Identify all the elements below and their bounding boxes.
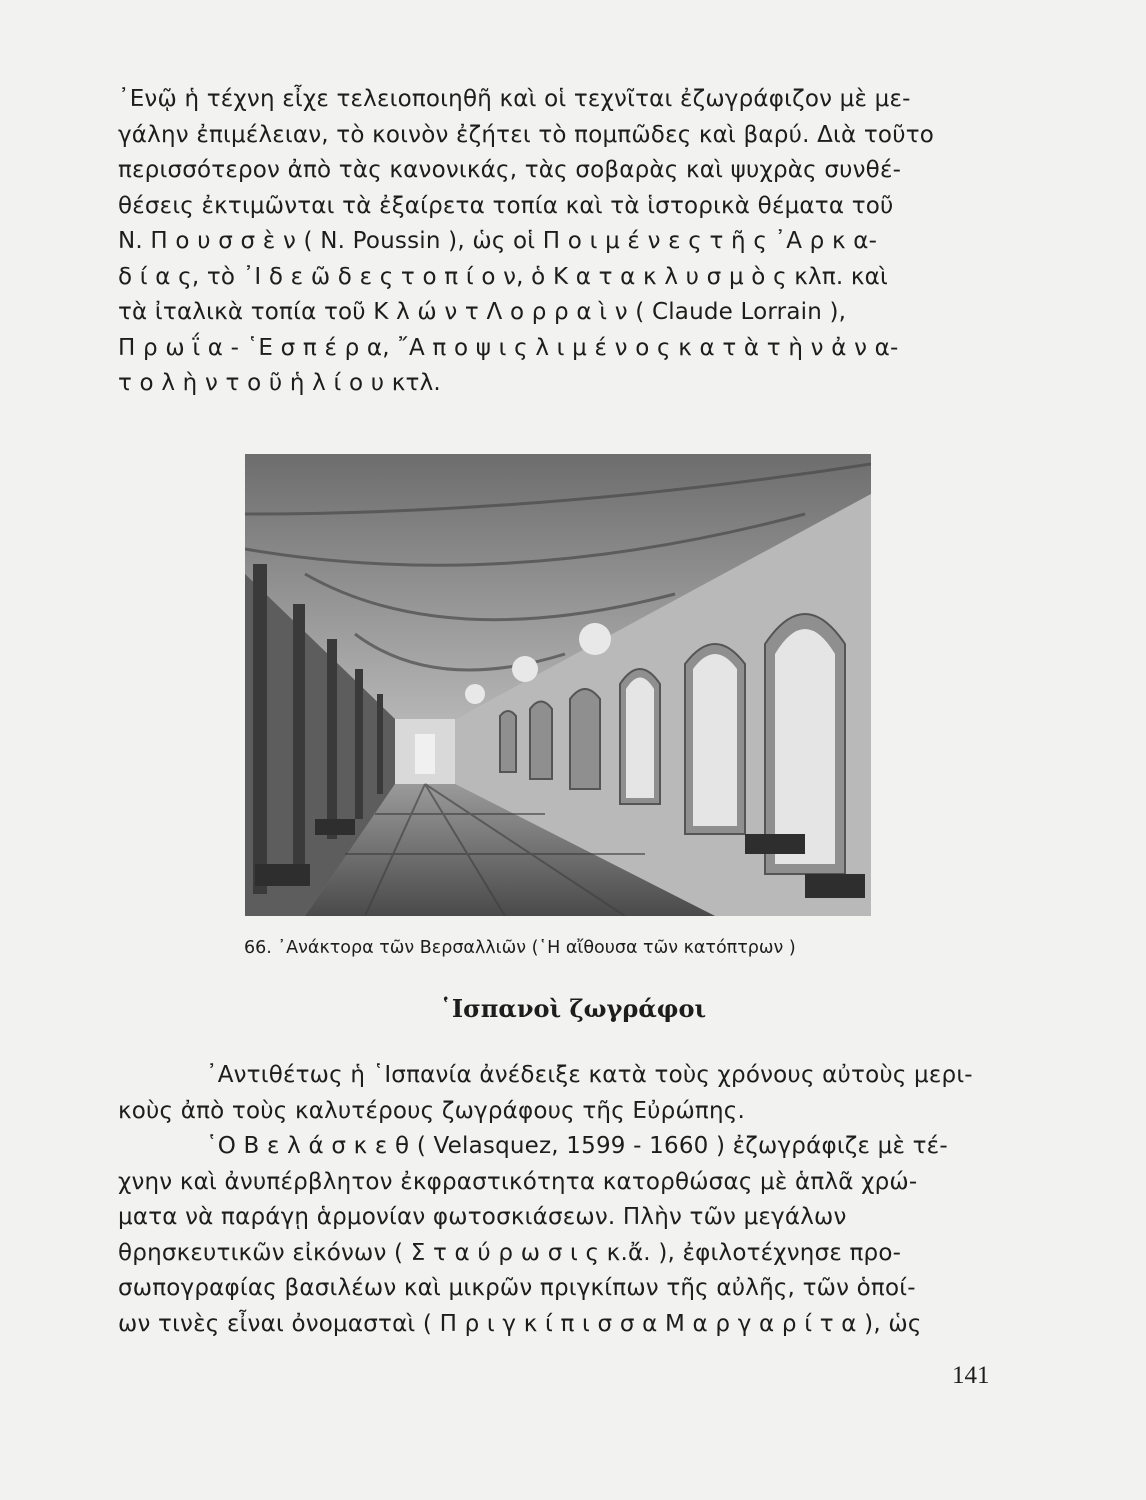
text-line: θέσεις ἐκτιμῶνται τὰ ἐξαίρετα τοπία καὶ τὰ ἱστορικὰ θέματα τοῦ bbox=[118, 192, 894, 219]
text-line: ματα νὰ παράγῃ ἁρμονίαν φωτοσκιάσεων. Πλὴν τῶν μεγάλων bbox=[118, 1204, 847, 1230]
figure-number: 66. bbox=[244, 938, 272, 958]
text-line: τ ο λ ὴ ν τ ο ῦ ἡ λ ί ο υ κτλ. bbox=[118, 370, 441, 396]
hall-of-mirrors-photo bbox=[245, 454, 871, 916]
text-line: γάλην ἐπιμέλειαν, τὸ κοινὸν ἐζήτει τὸ πομπῶδες καὶ βαρύ. Διὰ τοῦτο bbox=[118, 121, 935, 148]
text-line: Ν. Π ο υ σ σ ὲ ν ( N. Poussin ), ὡς οἱ Π ο ι μ έ ν ε ς τ ῆ ς ᾿Α ρ κ α- bbox=[118, 228, 878, 254]
text-line: ᾿Ενῷ ἡ τέχνη εἶχε τελειοποιηθῆ καὶ οἱ τεχνῖται ἐζωγράφιζον μὲ με- bbox=[118, 86, 911, 112]
text-line: σωπογραφίας βασιλέων καὶ μικρῶν πριγκίπων τῆς αὐλῆς, τῶν ὁποί- bbox=[118, 1275, 916, 1301]
text-line: χνην καὶ ἀνυπέρβλητον ἐκφραστικότητα κατορθώσας μὲ ἁπλᾶ χρώ- bbox=[118, 1168, 918, 1195]
section-heading: ῾Ισπανοὶ ζωγράφοι bbox=[439, 994, 707, 1023]
paragraph-intro bbox=[118, 82, 978, 402]
paragraph-velasquez bbox=[118, 1129, 978, 1342]
paragraph-spain bbox=[118, 1058, 978, 1129]
text-line: ᾿Αντιθέτως ἡ ῾Ισπανία ἀνέδειξε κατὰ τοὺς χρόνους αὐτοὺς μερι- bbox=[206, 1062, 973, 1088]
text-line: περισσότερον ἀπὸ τὰς κανονικάς, τὰς σοβαρὰς καὶ ψυχρὰς συνθέ- bbox=[118, 157, 902, 183]
text-line: θρησκευτικῶν εἰκόνων ( Σ τ α ύ ρ ω σ ι ς κ.ἄ. ), ἐφιλοτέχνησε προ- bbox=[118, 1239, 902, 1266]
text-line: τὰ ἰταλικὰ τοπία τοῦ Κ λ ώ ν τ Λ ο ρ ρ α ὶ ν ( Claude Lorrain ), bbox=[118, 299, 847, 325]
text-line: κοὺς ἀπὸ τοὺς καλυτέρους ζωγράφους τῆς Εὐρώπης. bbox=[118, 1097, 745, 1124]
figure-caption bbox=[244, 938, 944, 958]
figure-caption-text: ᾿Ανάκτορα τῶν Βερσαλλιῶν (῾Η αἴθουσα τῶν κατόπτρων ) bbox=[277, 938, 796, 958]
text-line: ων τινὲς εἶναι ὀνομασταὶ ( Π ρ ι γ κ ί π ι σ σ α Μ α ρ γ α ρ ί τ α ), ὡς bbox=[118, 1310, 922, 1337]
text-line: Π ρ ω ΐ α - ῾Ε σ π έ ρ α, ῎Α π ο ψ ι ς λ ι μ έ ν ο ς κ α τ ὰ τ ὴ ν ἀ ν α- bbox=[118, 334, 899, 361]
text-line: δ ί α ς, τὸ ᾿Ι δ ε ῶ δ ε ς τ ο π ί ο ν, ὁ Κ α τ α κ λ υ σ μ ὸ ς κλπ. καὶ bbox=[118, 263, 889, 290]
page-number: 141 bbox=[952, 1362, 990, 1389]
text-line: ῾Ο Β ε λ ά σ κ ε θ ( Velasquez, 1599 - 1660 ) ἐζωγράφιζε μὲ τέ- bbox=[206, 1133, 948, 1159]
